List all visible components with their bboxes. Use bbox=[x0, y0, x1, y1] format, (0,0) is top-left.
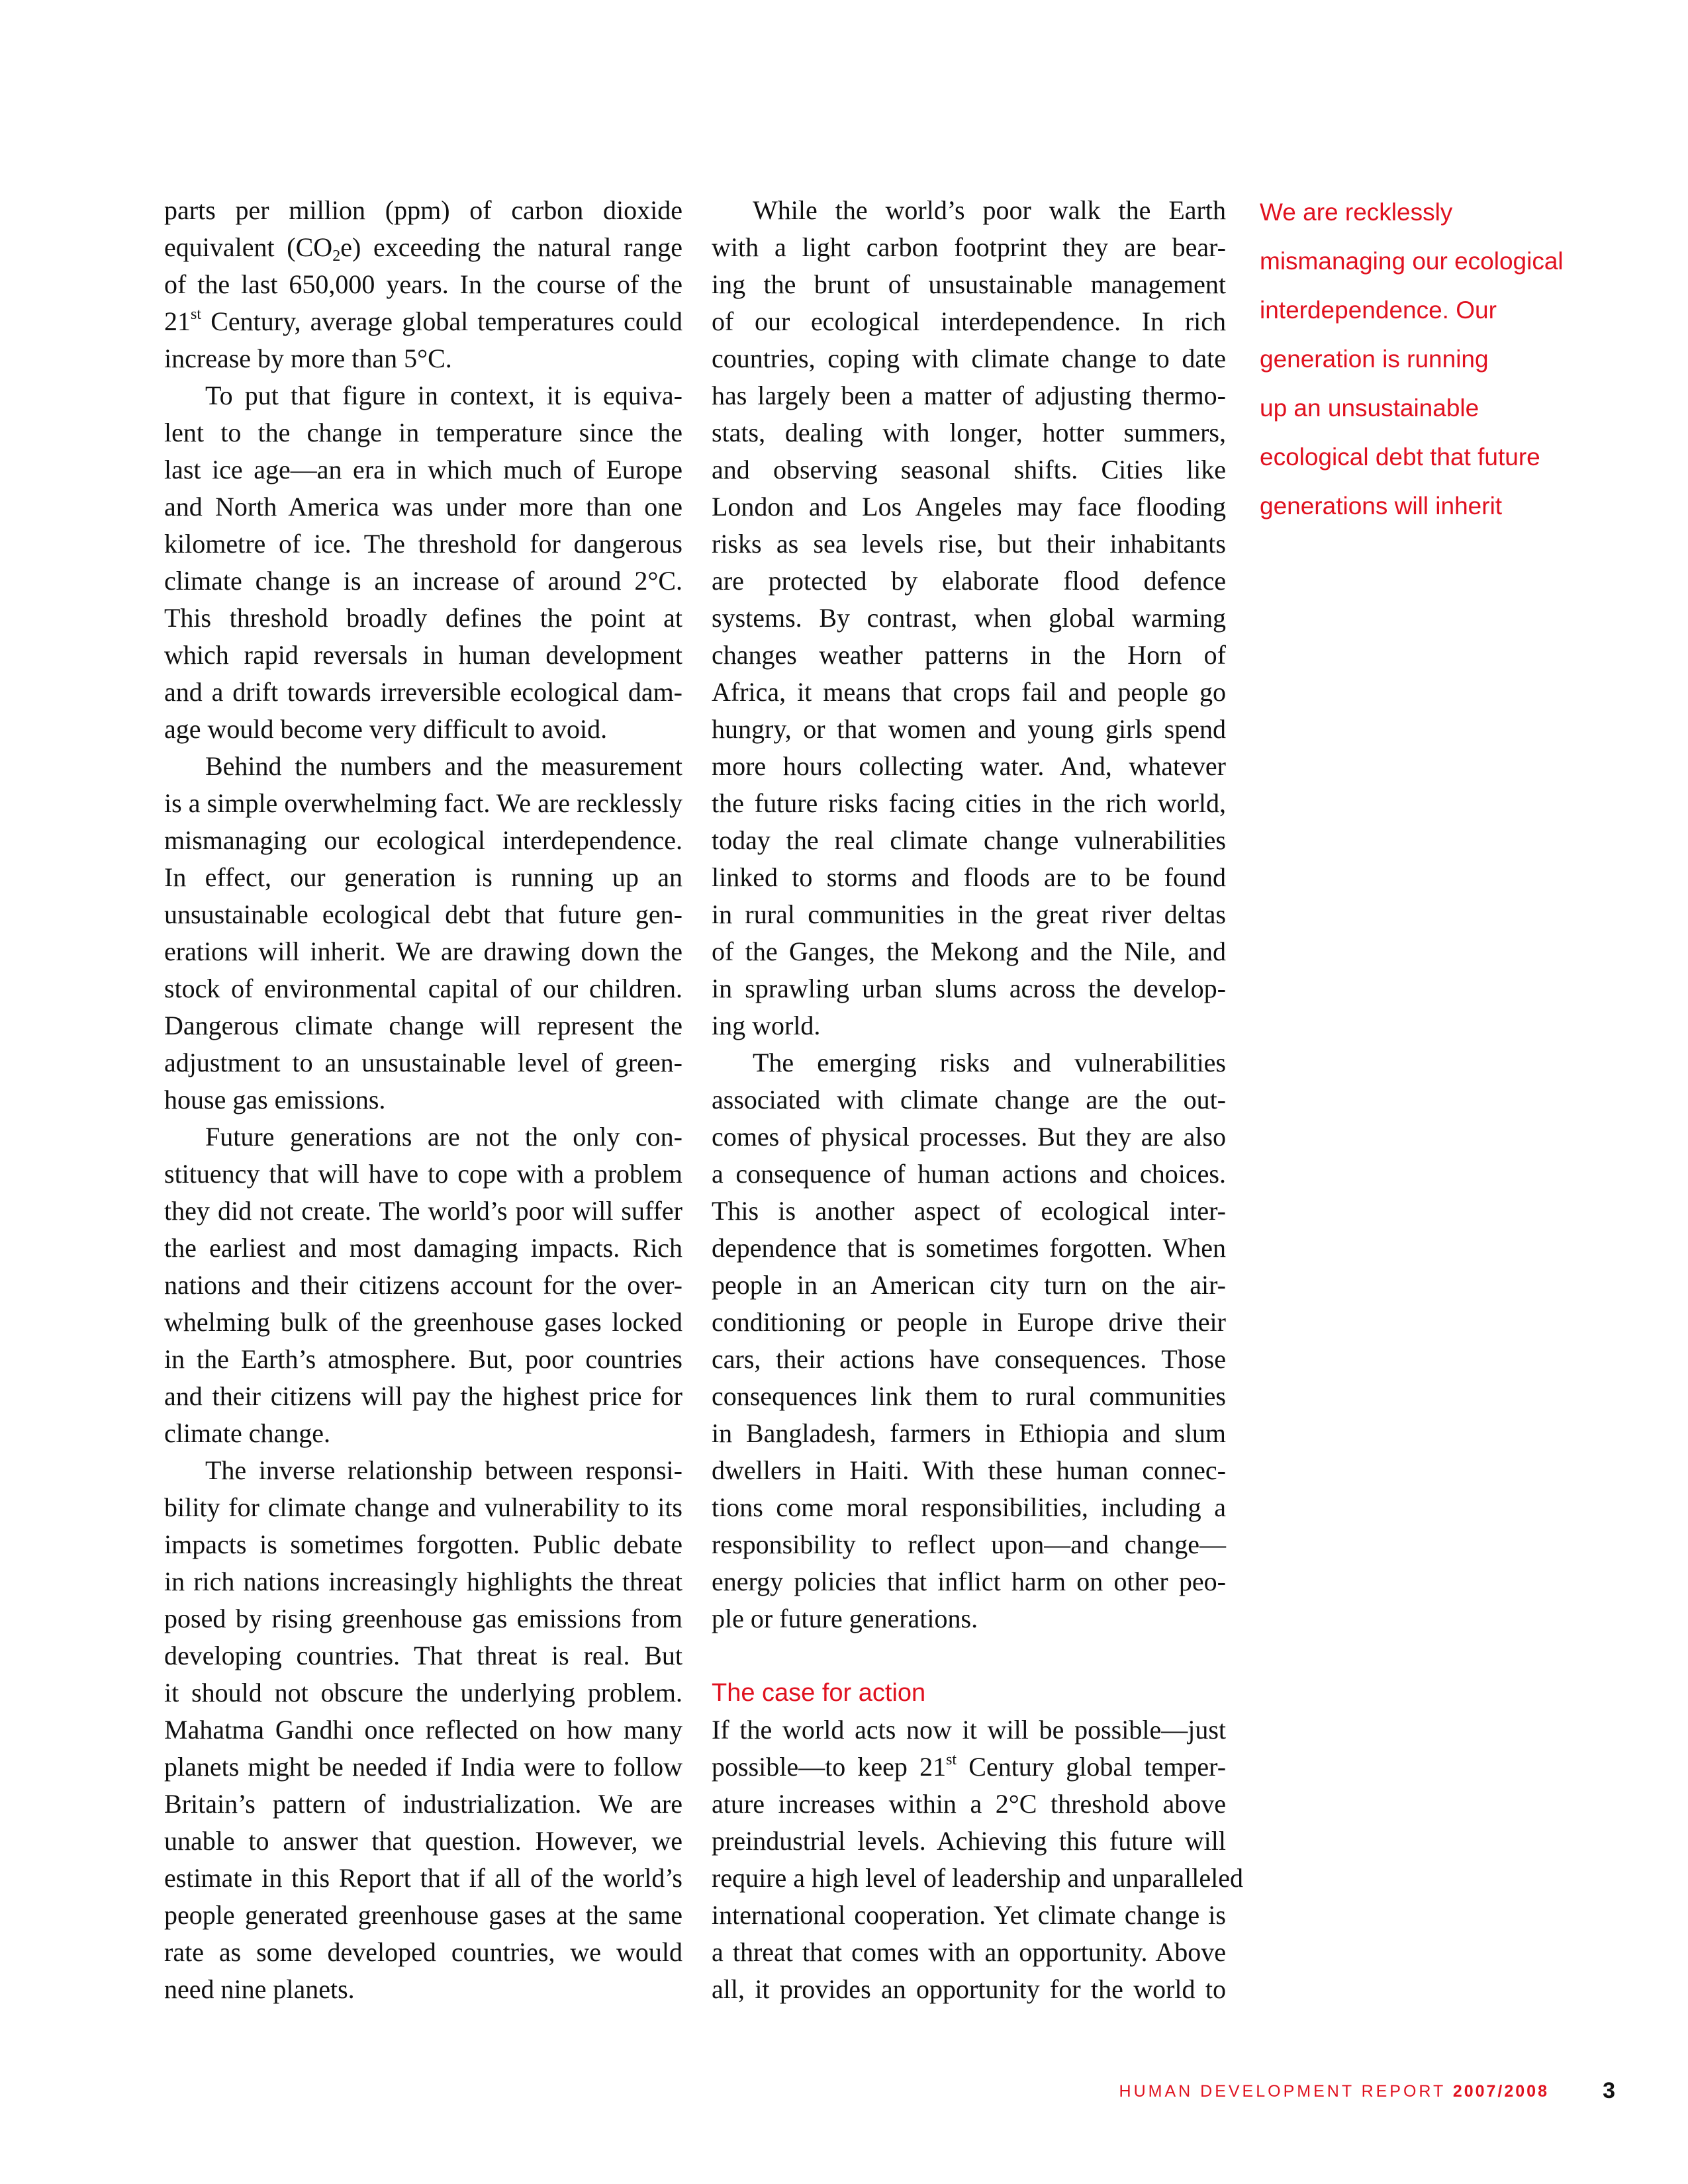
text-line: and a drift towards irreversible ecological dam- bbox=[164, 677, 682, 707]
text-line: adjustment to an unsustainable level of green- bbox=[164, 1048, 682, 1077]
text-line: To put that figure in context, it is equiva- bbox=[205, 381, 682, 410]
text-line: need nine planets. bbox=[164, 1974, 355, 2004]
text-line: stock of environmental capital of our children. bbox=[164, 974, 682, 1003]
text-line: systems. By contrast, when global warming bbox=[712, 603, 1226, 633]
text-line: a threat that comes with an opportunity. Above bbox=[712, 1937, 1226, 1967]
body-column-left bbox=[164, 192, 682, 2008]
text-line: bility for climate change and vulnerability to its bbox=[164, 1492, 682, 1522]
text-line: erations will inherit. We are drawing down the bbox=[164, 936, 682, 966]
pull-quote-line: mismanaging our ecological bbox=[1260, 248, 1564, 275]
pull-quote-line: generations will inherit bbox=[1260, 492, 1503, 520]
text-line: ature increases within a 2°C threshold above bbox=[712, 1789, 1226, 1819]
text-line: of our ecological interdependence. In rich bbox=[712, 306, 1226, 336]
text-line: planets might be needed if India were to follow bbox=[164, 1752, 682, 1782]
text-line: in sprawling urban slums across the develop- bbox=[712, 974, 1226, 1003]
text-line: lent to the change in temperature since the bbox=[164, 418, 682, 447]
text-line: the earliest and most damaging impacts. Rich bbox=[164, 1233, 682, 1263]
text-line: 21st Century, average global temperatures could bbox=[164, 306, 682, 336]
pull-quote-line: up an unsustainable bbox=[1260, 394, 1479, 422]
text-line: Future generations are not the only con- bbox=[205, 1122, 682, 1152]
text-line: tions come moral responsibilities, including a bbox=[712, 1492, 1226, 1522]
text-line: impacts is sometimes forgotten. Public debate bbox=[164, 1529, 682, 1559]
text-line: conditioning or people in Europe drive their bbox=[712, 1307, 1226, 1337]
text-line: parts per million (ppm) of carbon dioxide bbox=[164, 195, 682, 225]
text-line: climate change. bbox=[164, 1418, 330, 1448]
text-line: equivalent $(CO_2e)$ exceeding the natural range bbox=[164, 232, 682, 265]
text-line: ing world. bbox=[712, 1011, 821, 1040]
text-line: in rich nations increasingly highlights the threat bbox=[164, 1567, 682, 1596]
text-line: are protected by elaborate flood defence bbox=[712, 566, 1226, 596]
text-line: The inverse relationship between responsi- bbox=[205, 1455, 682, 1485]
text-line: risks as sea levels rise, but their inhabitants bbox=[712, 529, 1226, 559]
text-line: comes of physical processes. But they are also bbox=[712, 1122, 1226, 1152]
text-line: people generated greenhouse gases at the same bbox=[164, 1900, 682, 1930]
running-footer-title bbox=[1119, 2082, 1549, 2101]
text-line: in rural communities in the great river deltas bbox=[712, 899, 1226, 929]
text-line: and observing seasonal shifts. Cities like bbox=[712, 455, 1226, 484]
text-line: has largely been a matter of adjusting thermo- bbox=[712, 381, 1226, 410]
text-line: ple or future generations. bbox=[712, 1604, 978, 1633]
text-line: Mahatma Gandhi once reflected on how many bbox=[164, 1715, 682, 1745]
text-line: people in an American city turn on the air- bbox=[712, 1270, 1226, 1300]
text-line: whelming bulk of the greenhouse gases locked bbox=[164, 1307, 682, 1337]
page-footer bbox=[1112, 2073, 1615, 2113]
text-line: In effect, our generation is running up an bbox=[164, 862, 682, 892]
text-line: hungry, or that women and young girls spend bbox=[712, 714, 1226, 744]
text-line: it should not obscure the underlying problem. bbox=[164, 1678, 682, 1707]
text-line: climate change is an increase of around 2°C. bbox=[164, 566, 682, 596]
section-heading: The case for action bbox=[712, 1679, 926, 1707]
text-line: increase by more than 5°C. bbox=[164, 343, 452, 373]
paragraph-gap bbox=[712, 1637, 1226, 1674]
text-line: and their citizens will pay the highest price for bbox=[164, 1381, 682, 1411]
text-line: in Bangladesh, farmers in Ethiopia and slum bbox=[712, 1418, 1226, 1448]
pull-quote-line: ecological debt that future bbox=[1260, 443, 1540, 471]
text-line: the future risks facing cities in the rich world, bbox=[712, 788, 1226, 818]
text-line: possible—to keep 21st Century global temper- bbox=[712, 1751, 1227, 1782]
text-line: and North America was under more than one bbox=[164, 492, 682, 522]
text-line: estimate in this Report that if all of the world’s bbox=[164, 1863, 682, 1893]
text-line: countries, coping with climate change to date bbox=[712, 343, 1226, 373]
text-line: changes weather patterns in the Horn of bbox=[712, 640, 1226, 670]
text-line: associated with climate change are the out- bbox=[712, 1085, 1226, 1115]
text-line: stituency that will have to cope with a problem bbox=[164, 1159, 682, 1189]
text-line: unsustainable ecological debt that future gen- bbox=[164, 899, 682, 929]
text-line: If the world acts now it will be possible—just bbox=[712, 1715, 1226, 1745]
text-line: they did not create. The world’s poor will suffer bbox=[164, 1196, 682, 1226]
text-line: rate as some developed countries, we would bbox=[164, 1937, 682, 1967]
text-line: unable to answer that question. However, we bbox=[164, 1826, 682, 1856]
text-line: international cooperation. Yet climate change is bbox=[712, 1900, 1226, 1930]
text-line: This is another aspect of ecological inter- bbox=[712, 1196, 1226, 1226]
text-line: of the last 650,000 years. In the course of the bbox=[164, 269, 682, 299]
text-line: with a light carbon footprint they are bear- bbox=[712, 232, 1226, 262]
text-line: all, it provides an opportunity for the world to bbox=[712, 1974, 1226, 2004]
report-title: HUMAN DEVELOPMENT REPORT bbox=[1119, 2082, 1446, 2101]
text-line: dependence that is sometimes forgotten. When bbox=[712, 1233, 1226, 1263]
text-line: Behind the numbers and the measurement bbox=[205, 751, 682, 781]
text-line: mismanaging our ecological interdependence. bbox=[164, 825, 682, 855]
text-line: stats, dealing with longer, hotter summers, bbox=[712, 418, 1226, 447]
text-line: nations and their citizens account for the over- bbox=[164, 1270, 682, 1300]
text-line: kilometre of ice. The threshold for dangerous bbox=[164, 529, 682, 559]
text-line: energy policies that inflict harm on other peo- bbox=[712, 1567, 1226, 1596]
text-line: London and Los Angeles may face flooding bbox=[712, 492, 1226, 522]
text-line: While the world’s poor walk the Earth bbox=[753, 195, 1226, 225]
text-line: house gas emissions. bbox=[164, 1085, 386, 1115]
text-line: age would become very difficult to avoid. bbox=[164, 714, 608, 744]
pull-quote bbox=[1260, 188, 1604, 531]
text-line: ing the brunt of unsustainable management bbox=[712, 269, 1226, 299]
text-line: This threshold broadly defines the point at bbox=[164, 603, 682, 633]
text-line: require a high level of leadership and unparalleled bbox=[712, 1863, 1243, 1893]
text-line: consequences link them to rural communities bbox=[712, 1381, 1226, 1411]
text-line: Dangerous climate change will represent the bbox=[164, 1011, 682, 1040]
pull-quote-line: generation is running bbox=[1260, 345, 1489, 373]
text-line: more hours collecting water. And, whatever bbox=[712, 751, 1226, 781]
pull-quote-line: interdependence. Our bbox=[1260, 296, 1497, 324]
text-line: The emerging risks and vulnerabilities bbox=[753, 1048, 1226, 1077]
text-line: in the Earth’s atmosphere. But, poor countries bbox=[164, 1344, 682, 1374]
text-line: last ice age—an era in which much of Europe bbox=[164, 455, 682, 484]
text-line: which rapid reversals in human development bbox=[164, 640, 682, 670]
pull-quote-line: We are recklessly bbox=[1260, 199, 1453, 226]
body-column-right bbox=[712, 192, 1243, 2008]
report-year: 2007/2008 bbox=[1452, 2082, 1549, 2101]
text-line: Britain’s pattern of industrialization. We are bbox=[164, 1789, 682, 1819]
text-line: dwellers in Haiti. With these human connec- bbox=[712, 1455, 1226, 1485]
text-line: a consequence of human actions and choices. bbox=[712, 1159, 1226, 1189]
text-line: preindustrial levels. Achieving this future will bbox=[712, 1826, 1226, 1856]
text-line: is a simple overwhelming fact. We are recklessly bbox=[164, 788, 682, 818]
text-line: cars, their actions have consequences. Those bbox=[712, 1344, 1226, 1374]
text-line: today the real climate change vulnerabilities bbox=[712, 825, 1226, 855]
text-line: responsibility to reflect upon—and change— bbox=[712, 1529, 1226, 1559]
text-line: Africa, it means that crops fail and people go bbox=[712, 677, 1226, 707]
page-number: 3 bbox=[1603, 2078, 1615, 2103]
text-line: developing countries. That threat is real. But bbox=[164, 1641, 682, 1670]
text-line: posed by rising greenhouse gas emissions from bbox=[164, 1604, 682, 1633]
text-line: of the Ganges, the Mekong and the Nile, and bbox=[712, 936, 1226, 966]
text-line: linked to storms and floods are to be found bbox=[712, 862, 1226, 892]
